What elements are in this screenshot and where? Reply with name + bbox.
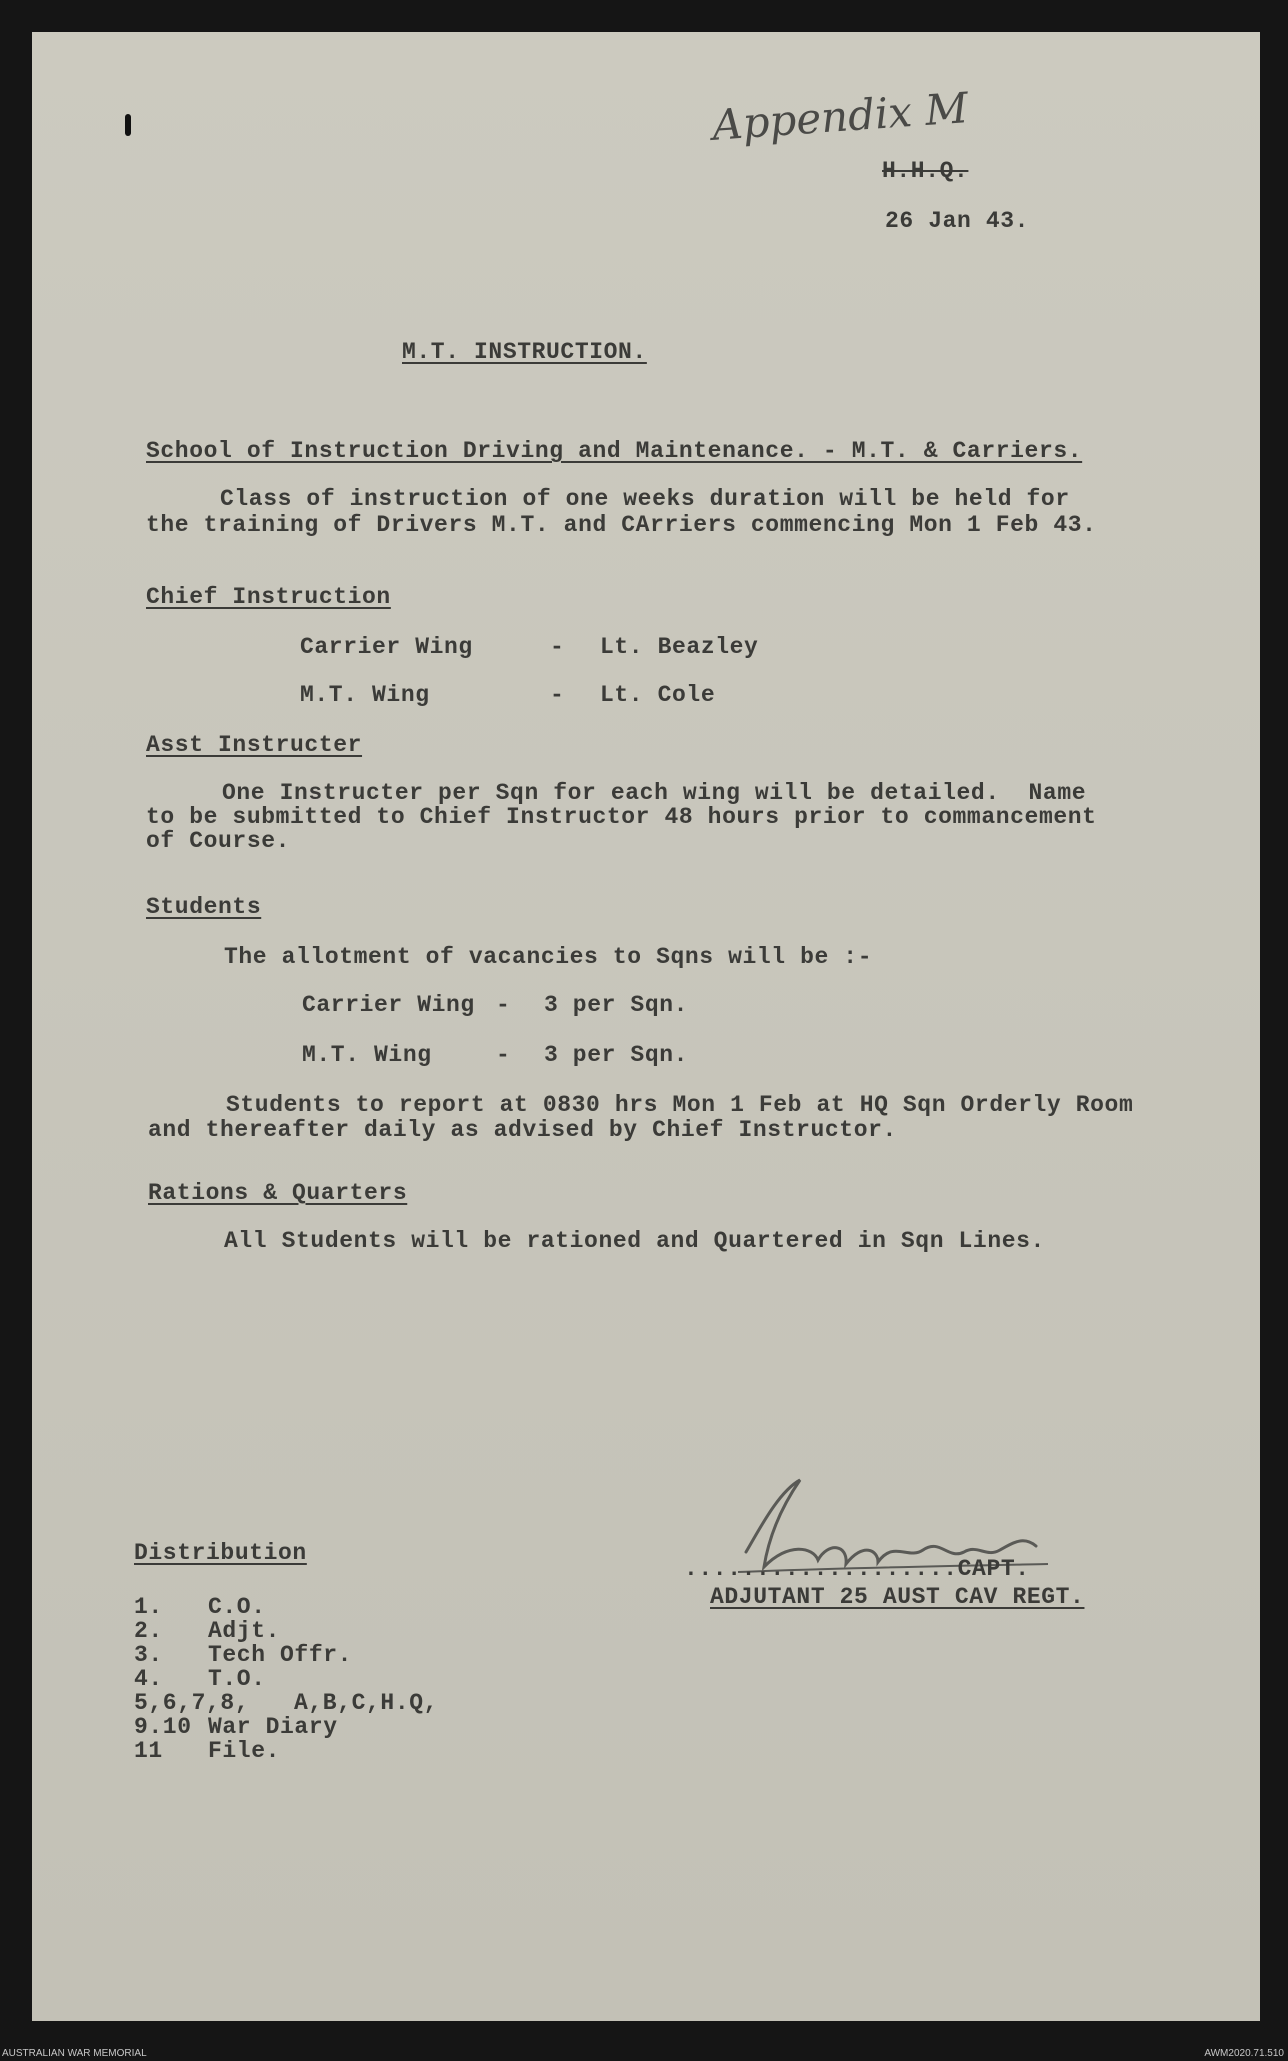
chief-sep-2: - [550,682,565,708]
chief-wing-2: M.T. Wing [300,682,430,708]
dist-num-1: 1. [134,1594,163,1620]
dist-to-5: A,B,C,H.Q, [294,1690,439,1716]
footer-left: AUSTRALIAN WAR MEMORIAL [2,2048,147,2059]
chief-name-2: Lt. Cole [600,682,716,708]
rations-heading: Rations & Quarters [148,1180,408,1206]
signature-role: ADJUTANT 25 AUST CAV REGT. [710,1584,1085,1610]
dist-to-3: Tech Offr. [208,1642,353,1668]
dist-to-1: C.O. [208,1594,266,1620]
chief-heading: Chief Instruction [146,584,391,610]
asst-line-2: to be submitted to Chief Instructor 48 hours prior to commancement [146,804,1097,830]
students-wing-1: Carrier Wing [302,992,475,1018]
chief-wing-1: Carrier Wing [300,634,473,660]
dist-to-7: File. [208,1738,281,1764]
dist-num-6: 9.10 [134,1714,192,1740]
students-count-1: 3 per Sqn. [544,992,689,1018]
header-date: 26 Jan 43. [885,208,1030,234]
page-title: M.T. INSTRUCTION. [402,339,647,365]
dist-to-2: Adjt. [208,1618,281,1644]
asst-line-1: One Instructer per Sqn for each wing will be detailed. Name [222,780,1087,806]
students-report-2: and thereafter daily as advised by Chief Instructor. [148,1117,897,1143]
chief-name-1: Lt. Beazley [600,634,759,660]
dist-num-2: 2. [134,1618,163,1644]
students-sep-2: - [496,1042,511,1068]
handwritten-annotation: Appendix M [710,83,970,150]
signature-dots: ...................CAPT. [684,1556,1030,1582]
document-page [32,32,1260,2021]
chief-sep-1: - [550,634,565,660]
footer-right: AWM2020.71.510 [1204,2048,1284,2059]
rations-text: All Students will be rationed and Quartered in Sqn Lines. [224,1228,1045,1254]
asst-line-3: of Course. [146,828,291,854]
punch-mark [125,114,131,136]
students-count-2: 3 per Sqn. [544,1042,689,1068]
students-intro: The allotment of vacancies to Sqns will be :- [224,944,873,970]
dist-num-3: 3. [134,1642,163,1668]
dist-to-4: T.O. [208,1666,266,1692]
students-wing-2: M.T. Wing [302,1042,432,1068]
asst-heading: Asst Instructer [146,732,363,758]
dist-num-5: 5,6,7,8, [134,1690,250,1716]
intro-line-1: Class of instruction of one weeks duration will be held for [220,486,1070,512]
intro-line-2: the training of Drivers M.T. and CArriers commencing Mon 1 Feb 43. [146,512,1097,538]
students-report-1: Students to report at 0830 hrs Mon 1 Feb at HQ Sqn Orderly Room [226,1092,1134,1118]
dist-num-7: 11 [134,1738,163,1764]
header-hq: H.H.Q. [882,158,969,184]
distribution-heading: Distribution [134,1540,307,1566]
students-heading: Students [146,894,262,920]
subject-line: School of Instruction Driving and Maintenance. - M.T. & Carriers. [146,438,1083,464]
students-sep-1: - [496,992,511,1018]
dist-num-4: 4. [134,1666,163,1692]
dist-to-6: War Diary [208,1714,338,1740]
